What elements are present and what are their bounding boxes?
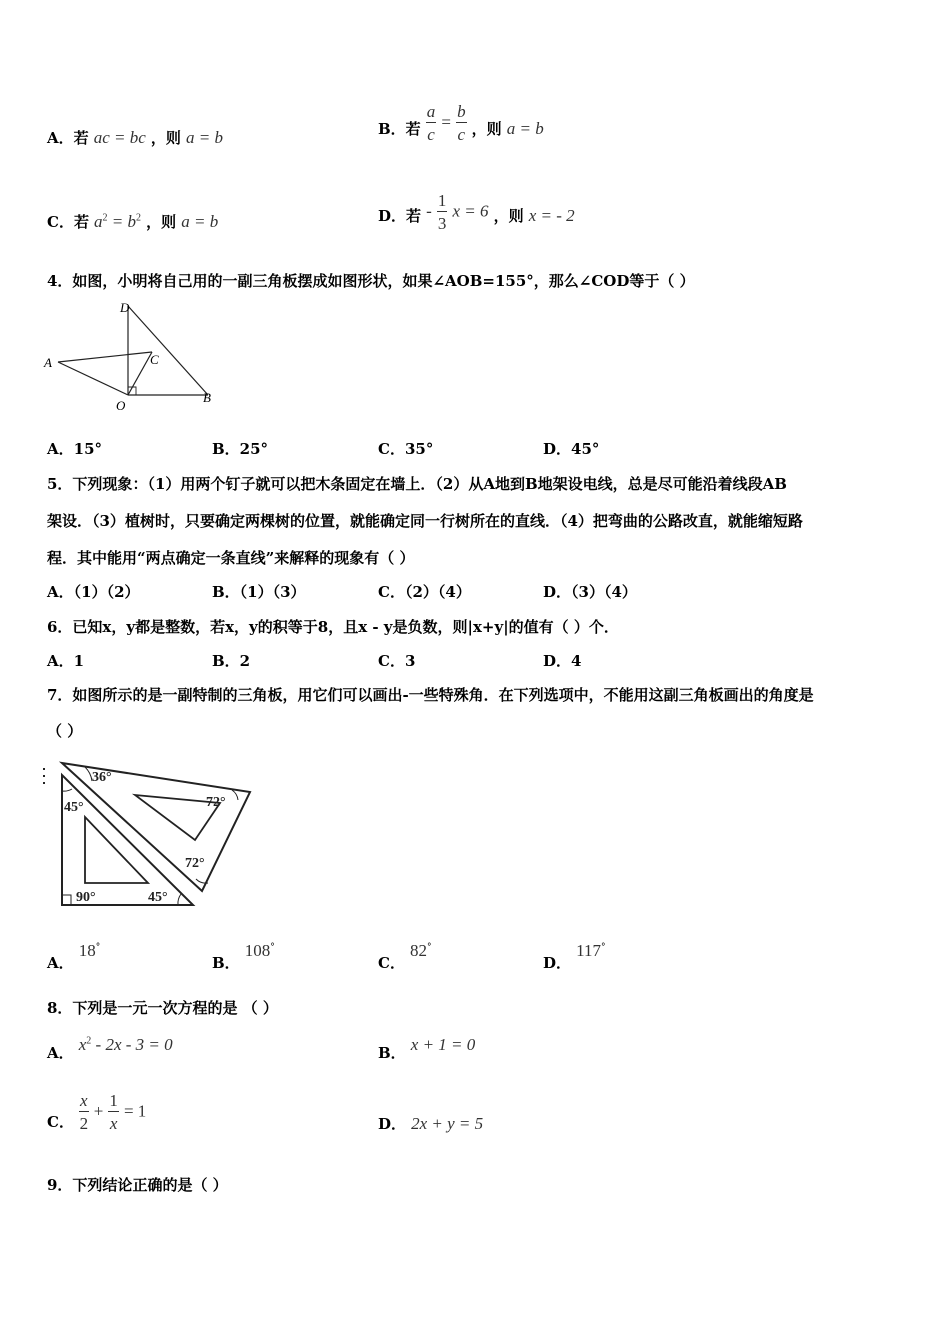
question-5-line-1: 5．下列现象：（1）用两个钉子就可以把木条固定在墙上．（2）从A地到B地架设电线，总是尽可能沿着线段AB (47, 475, 787, 493)
option-label: B．若 (378, 119, 421, 138)
q6-option-b: B．2 (212, 652, 251, 670)
then-text: ，则 (146, 213, 177, 231)
q8-option-d (378, 1113, 483, 1134)
q5-option-d: D．（3）（4） (543, 583, 637, 601)
question-9-text: 9．下列结论正确的是（ ） (47, 1176, 228, 1194)
equals: = (441, 112, 451, 132)
math-expr: 2x + y = 5 (411, 1114, 484, 1133)
math-expr: x = 6 (452, 201, 489, 221)
fraction: $\frac{b}{c}$ (457, 102, 466, 144)
angle-label-90: 90° (76, 890, 96, 905)
q3-option-a (47, 127, 223, 148)
option-label: A． (47, 954, 74, 972)
q7-option-a (47, 940, 101, 972)
q4-option-b: B．25° (212, 440, 269, 458)
right-triangle-outer (62, 775, 193, 905)
q8-option-b (378, 1034, 476, 1062)
right-angle-mark (62, 895, 71, 905)
option-label: D．若 (378, 206, 422, 225)
option-label: C． (378, 954, 405, 972)
q8-option-a (47, 1034, 173, 1062)
set-square-outer (62, 763, 250, 891)
option-value: 117 (576, 941, 601, 960)
then-text: ，则 (150, 129, 181, 147)
q4-option-c: C．35° (378, 440, 434, 458)
angle-label-72-right: 72° (206, 795, 226, 810)
arc-36 (85, 767, 92, 781)
degree-mark: ° (600, 942, 606, 953)
plus-sign: + (93, 1101, 104, 1121)
q6-option-c: C．3 (378, 652, 416, 670)
option-value: 18 (78, 941, 96, 960)
question-5-line-2: 架设．（3）植树时，只要确定两棵树的位置，就能确定同一行树所在的直线．（4）把弯曲的公路改直，就能缩短路 (47, 512, 803, 530)
math-expr: a = b (181, 212, 219, 231)
degree-mark: ° (95, 942, 101, 953)
q4-option-a: A．15° (47, 440, 103, 458)
math-expr: x = - 2 (528, 205, 575, 225)
line-oc (128, 352, 152, 395)
question-7-line-1: 7．如图所示的是一副特制的三角板，用它们可以画出-一些特殊角．在下列选项中，不能用这副三角板画出的角度是 (47, 686, 814, 704)
q5-option-c: C．（2）（4） (378, 583, 471, 601)
angle-label-45-top: 45° (64, 800, 84, 815)
then-text: ，则 (493, 206, 524, 225)
option-label: D． (378, 1115, 407, 1133)
q7-triangle-set-figure (40, 755, 260, 915)
option-label: C．若 (47, 213, 89, 231)
q6-option-a: A．1 (47, 652, 85, 670)
fraction: $\frac{1}{x}$ (109, 1091, 118, 1133)
q3-option-b (378, 103, 544, 143)
degree-mark: ° (427, 942, 432, 953)
q3-option-d (378, 192, 575, 232)
arc-72-right (232, 790, 238, 800)
math-expr: $a^2 = b^2$ (94, 212, 142, 231)
line-db (128, 306, 208, 395)
option-label: A．若 (47, 129, 89, 147)
option-value: 82 (410, 941, 428, 960)
math-expr: x + 1 = 0 (410, 1035, 476, 1054)
option-label: B． (378, 1044, 406, 1062)
label-o: O (116, 398, 126, 413)
q7-option-c (378, 940, 432, 972)
math-expr: $x^2 - 2x - 3 = 0$ (78, 1035, 173, 1054)
fraction: $\frac{a}{c}$ (426, 102, 436, 144)
q4-option-d: D．45° (543, 440, 600, 458)
option-label: C． (47, 1112, 74, 1131)
fraction: $\frac{1}{3}$ (437, 191, 447, 233)
line-ac (58, 352, 152, 362)
q5-option-b: B．（1）（3） (212, 583, 306, 601)
q4-triangle-figure (40, 296, 230, 416)
question-4-text: 4．如图，小明将自己用的一副三角板摆成如图形状，如果∠AOB=155°，那么∠COD等于（ ） (47, 272, 695, 290)
degree-mark: ° (270, 942, 275, 953)
math-expr: ac = bc (93, 128, 146, 147)
arc-45-bottom (178, 894, 181, 905)
q5-option-a: A．（1）（2） (47, 583, 140, 601)
minus-sign: - (426, 201, 432, 221)
q8-option-c (47, 1092, 146, 1132)
math-expr: = 1 (123, 1101, 147, 1121)
label-c: C (150, 352, 159, 367)
math-expr: a = b (186, 128, 223, 147)
option-label: B． (212, 954, 240, 972)
angle-label-36: 36° (92, 770, 112, 785)
angle-label-45-bottom: 45° (148, 890, 168, 905)
option-label: D． (543, 954, 572, 972)
then-text: ，则 (471, 119, 502, 138)
option-label: A． (47, 1044, 74, 1062)
angle-label-72-bottom: 72° (185, 856, 205, 871)
math-expr: a = b (506, 118, 544, 138)
q7-option-b (212, 940, 275, 972)
line-ao (58, 362, 128, 395)
question-7-line-2: （ ） (47, 722, 83, 740)
question-5-line-3: 程．其中能用“两点确定一条直线”来解释的现象有（ ） (47, 549, 415, 567)
question-8-text: 8．下列是一元一次方程的是 （ ） (47, 999, 278, 1017)
arc-45-top (62, 789, 72, 791)
q3-option-c (47, 211, 218, 232)
question-6-text: 6．已知x，y都是整数，若x，y的积等于8，且x - y是负数，则|x+y|的值有（ ）个． (47, 618, 619, 636)
label-b: B (203, 390, 211, 405)
label-d: D (120, 300, 130, 315)
q6-option-d: D．4 (543, 652, 582, 670)
label-a: A (44, 355, 52, 370)
option-value: 108 (244, 941, 271, 960)
fraction: $\frac{x}{2}$ (79, 1091, 89, 1133)
q7-option-d (543, 940, 606, 972)
